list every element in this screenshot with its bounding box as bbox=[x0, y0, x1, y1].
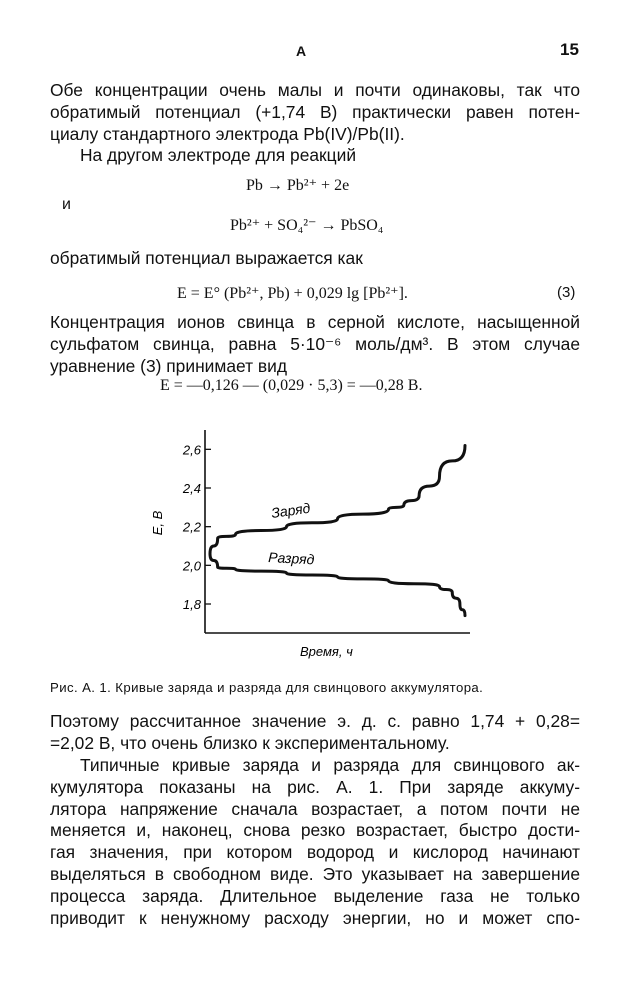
text-line: Концентрация ионов свинца в серной кислоте, насыщенной bbox=[50, 312, 580, 332]
paragraph-other-electrode bbox=[50, 145, 580, 167]
text-line: меняется и, наконец, снова резко возрастает, быстро дости- bbox=[50, 820, 580, 841]
text-line: На другом электроде для реакций bbox=[80, 145, 357, 165]
charge-curve bbox=[210, 445, 465, 553]
reaction-lead-oxidation: Pb → Pb²⁺ + 2e bbox=[246, 177, 350, 194]
y-tick-label: 2,2 bbox=[182, 519, 201, 535]
text-line: Типичные кривые заряда и разряда для свинцового ак- bbox=[80, 755, 580, 775]
text-line: Поэтому рассчитанное значение э. д. с. равно 1,74 + 0,28= bbox=[50, 711, 580, 731]
paragraph-lead-ions bbox=[50, 312, 580, 377]
connector-word: и bbox=[62, 196, 71, 213]
equation-result: E = —0,126 — (0,029 · 5,3) = —0,28 В. bbox=[160, 377, 423, 394]
equation-number: (3) bbox=[557, 284, 576, 301]
text-line: процесса заряда. Длительное выделение газа не только bbox=[50, 885, 580, 906]
text-line: циалу стандартного электрода Pb(IV)/Pb(II). bbox=[50, 123, 405, 144]
series-label-discharge: Разряд bbox=[267, 549, 315, 568]
text-line: обратимый потенциал (+1,74 В) практически равен потен- bbox=[50, 101, 580, 122]
text-line: выделяться в свободном виде. Это указывает на завершение bbox=[50, 863, 580, 884]
y-tick-label: 2,6 bbox=[182, 442, 201, 458]
paragraph-concentrations bbox=[50, 80, 580, 145]
y-tick-label: 2,0 bbox=[182, 558, 201, 574]
text-line: уравнение (3) принимает вид bbox=[50, 355, 288, 376]
x-axis-label: Время, ч bbox=[300, 644, 353, 659]
text-line: сульфатом свинца, равна 5·10⁻⁶ моль/дм³. В этом случае bbox=[50, 333, 580, 354]
figure-caption: Рис. А. 1. Кривые заряда и разряда для свинцового аккумулятора. bbox=[50, 680, 484, 695]
page-number: 15 bbox=[560, 40, 579, 59]
text-line: приводит к ненужному расходу энергии, но и может спо- bbox=[50, 907, 580, 928]
text-line: =2,02 В, что очень близко к экспериментальному. bbox=[50, 732, 450, 753]
text-line: лятора напряжение сначала возрастает, а потом почти не bbox=[50, 798, 580, 819]
text-line: Обе концентрации очень малы и почти одинаковы, так что bbox=[50, 80, 580, 100]
discharge-curve bbox=[210, 554, 465, 616]
y-tick-label: 1,8 bbox=[182, 597, 201, 612]
paragraph-typical-curves bbox=[50, 755, 580, 929]
text-line: кумулятора показаны на рис. А. 1. При заряде аккуму- bbox=[50, 776, 580, 797]
series-label-charge: Заряд bbox=[270, 499, 312, 521]
reaction-lead-sulfate: Pb²⁺ + SO₄²⁻ → PbSO₄ bbox=[230, 217, 384, 234]
text-line: обратимый потенциал выражается как bbox=[50, 248, 363, 268]
running-header: A bbox=[296, 43, 307, 59]
text-line: гая значения, при котором водород и кислород начинают bbox=[50, 842, 580, 863]
paragraph-potential bbox=[50, 248, 580, 270]
y-tick-label: 2,4 bbox=[182, 481, 201, 496]
paragraph-emf bbox=[50, 711, 580, 755]
equation-3: E = E° (Pb²⁺, Pb) + 0,029 lg [Pb²⁺]. bbox=[177, 285, 408, 302]
charge-discharge-chart bbox=[140, 420, 500, 670]
y-axis-label: E, В bbox=[150, 510, 165, 536]
